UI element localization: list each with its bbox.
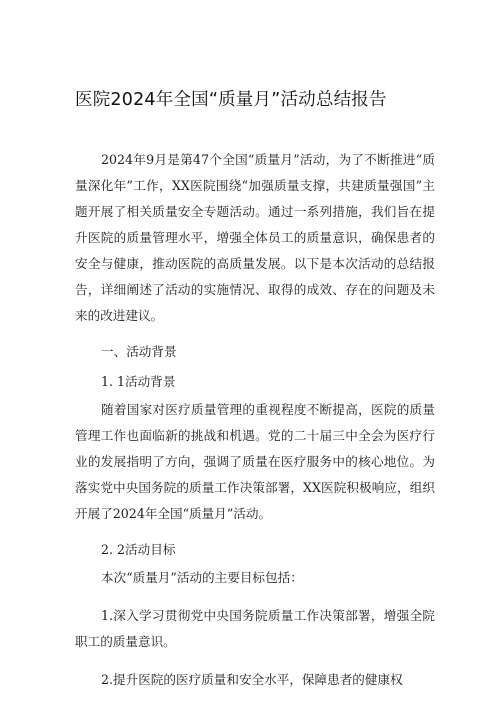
- subsection-heading-2: 2. 2活动目标: [101, 542, 176, 557]
- section-heading-background: 一、活动背景: [101, 344, 177, 359]
- subsection-heading-1: 1. 1活动背景: [101, 374, 176, 389]
- goal-list-item: 1.深入学习贯彻党中央国务院质量工作决策部署，增强全院职工的质量意识。: [75, 608, 435, 649]
- goals-intro-paragraph: 本次“质量月”活动的主要目标包括：: [101, 570, 303, 585]
- background-paragraph: 随着国家对医疗质量管理的重视程度不断提高，医院的质量管理工作也面临新的挑战和机遇。党的二十届三中全会为医疗行业的发展指明了方向，强调了质量在医疗服务中的核心地位。为落实党中央国务院的质量工作决策部署，XX医院积极响应，组织开展了2024年全国“质量月”活动。: [75, 402, 435, 521]
- document-title: 医院2024年全国“质量月”活动总结报告: [75, 90, 387, 110]
- intro-paragraph: 2024年9月是第47个全国“质量月”活动，为了不断推进“质量深化年”工作，XX医院围绕“加强质量支撑，共建质量强国”主题开展了相关质量安全专题活动。通过一系列措施，我们旨在提升医院的质量管理水平，增强全体员工的质量意识，确保患者的安全与健康，推动医院的高质量发展。以下是本次活动的总结报告，详细阐述了活动的实施情况、取得的成效、存在的问题及未来的改进建议。: [75, 152, 435, 323]
- goal-list-item: 2.提升医院的医疗质量和安全水平，保障患者的健康权: [101, 672, 403, 687]
- document-body: [75, 147, 435, 693]
